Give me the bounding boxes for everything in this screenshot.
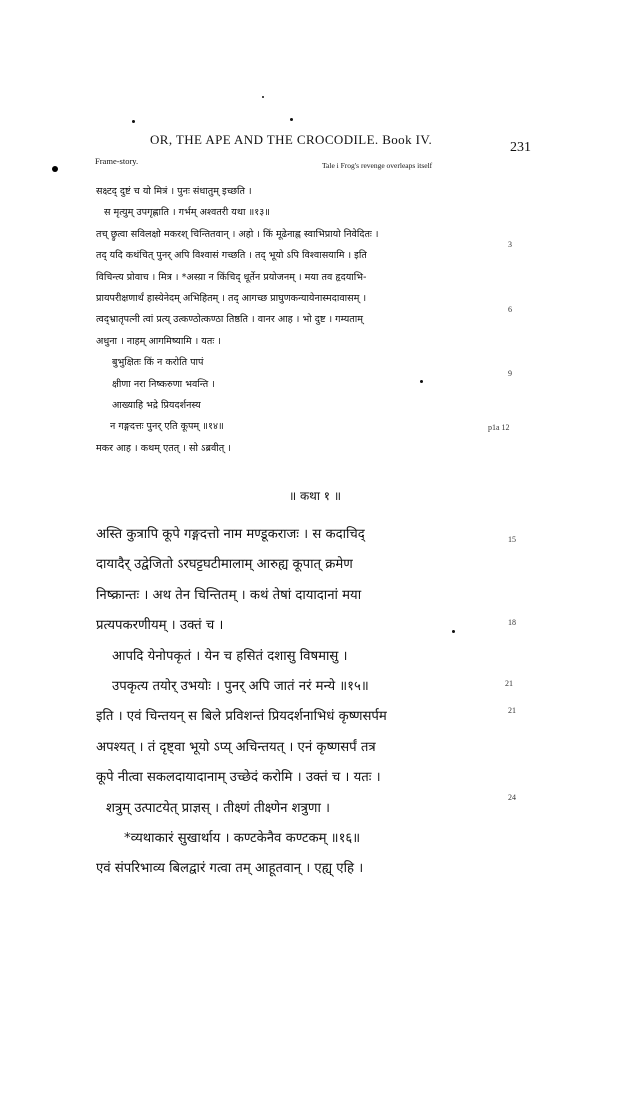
margin-bullet bbox=[52, 166, 58, 172]
text-line: मकर आह । कथम् एतत् । सो ऽब्रवीत् । bbox=[96, 442, 231, 454]
line-number: 9 bbox=[508, 369, 512, 378]
page-reference: p1a 12 bbox=[488, 423, 510, 432]
text-line: अस्ति कुत्रापि कूपे गङ्गदत्तो नाम मण्डूकराजः । स कदाचिद् bbox=[96, 527, 365, 542]
page-number: 231 bbox=[510, 140, 531, 155]
right-section-head: Tale i Frog's revenge overleaps itself bbox=[322, 161, 433, 170]
text-line: विचिन्त्य प्रोवाच । मित्र । *अस्य़ा न किंचिद् धूर्तेन प्रयोजनम् । मया तव हृदयाभि- bbox=[96, 271, 367, 283]
line-number: 6 bbox=[508, 305, 512, 314]
story-text-large bbox=[96, 520, 516, 885]
text-line: एवं संपरिभाव्य बिलद्वारं गत्वा तम् आहूतवान् । एह्य् एहि । bbox=[96, 861, 364, 877]
text-line: आख्याहि भद्रे प्रियदर्शनस्य bbox=[112, 400, 201, 412]
text-line: तच् छ्रुत्वा सविलक्षो मकरश् चिन्तितवान् । अहो । किं मूढेनाह्न स्वाभिप्रायो निवेदितः । bbox=[96, 228, 379, 240]
text-line: अधुना । नाहम् आगमिष्यामि । यतः । bbox=[96, 335, 221, 347]
verse-block-small bbox=[96, 181, 526, 459]
line-number: 21 bbox=[508, 706, 516, 715]
story-heading: ॥ कथा १ ॥ bbox=[288, 489, 342, 503]
text-line: प्रत्यपकरणीयम् । उक्तं च । bbox=[96, 618, 224, 634]
text-line: आपदि येनोपकृतं । येन च हसितं दशासु विषमासु । bbox=[112, 648, 348, 664]
text-line: क्षीणा नरा निष्करुणा भवन्ति । bbox=[112, 378, 215, 390]
running-title: OR, THE APE AND THE CROCODILE. Book IV. bbox=[150, 132, 433, 147]
text-line: सक्ष्टद् दुष्टं च यो मित्रं । पुनः संधातुम् इच्छति । bbox=[96, 186, 252, 197]
line-number: 18 bbox=[508, 618, 516, 627]
text-line: *व्यथाकारं सुखार्थाय । कण्टकेनैव कण्टकम् ॥१६॥ bbox=[124, 831, 361, 847]
speck bbox=[262, 96, 264, 98]
text-line: उपकृत्य तयोर् उभयोः । पुनर् अपि जातं नरं मन्ये ॥१५॥ bbox=[112, 679, 369, 695]
line-number: 3 bbox=[508, 240, 512, 249]
line-number: 15 bbox=[508, 535, 516, 544]
text-line: स मृत्युम् उपगृह्णाति । गर्भम् अश्वतरी यथा ॥१३॥ bbox=[104, 207, 270, 219]
text-line: शत्रुम् उत्पाटयेत् प्राज्ञस् । तीक्ष्णं तीक्ष्णेन शत्रुणा । bbox=[106, 800, 331, 816]
left-section-head: Frame-story. bbox=[95, 156, 139, 166]
line-number: 21 bbox=[505, 679, 513, 688]
line-number: 24 bbox=[508, 793, 516, 802]
text-line: दायादैर् उद्वेजितो ऽरघट्टघटीमालाम् आरुह्य कूपात् क्रमेण bbox=[96, 557, 353, 573]
text-line: कूपे नीत्वा सकलदायादानाम् उच्छेदं करोमि । उक्तं च । यतः । bbox=[96, 770, 381, 786]
text-line: न गङ्गदत्तः पुनर् एति कूपम् ॥१४॥ bbox=[110, 421, 224, 433]
text-line: अपश्यत् । तं दृष्ट्वा भूयो ऽप्य् अचिन्तयत् । एनं कृष्णसर्पं तत्र bbox=[96, 739, 376, 755]
text-line: त्वद्भ्रातृपत्नी त्वां प्रत्य् उत्कण्ठोत्कण्ठा तिष्ठति । वानर आह । भो दुष्ट । गम्यताम् bbox=[96, 314, 363, 326]
text-line: निष्क्रान्तः । अथ तेन चिन्तितम् । कथं तेषां दायादानां मया bbox=[96, 587, 362, 603]
speck bbox=[290, 118, 293, 121]
text-line: तद् यदि कथंचित् पुनर् अपि विश्वासं गच्छति । तद् भूयो ऽपि विश्वासयामि । इति bbox=[96, 250, 367, 262]
speck bbox=[132, 120, 135, 123]
text-line: प्रायपरीक्षणार्थं हास्येनेदम् अभिहितम् । तद् आगच्छ प्राघुणकन्यायेनास्मदावासम् । bbox=[96, 293, 367, 305]
text-line: बुभुक्षितः किं न करोति पापं bbox=[112, 357, 204, 369]
text-line: इति । एवं चिन्तयन् स बिले प्रविशन्तं प्रियदर्शनाभिधं कृष्णसर्पम bbox=[96, 709, 387, 725]
